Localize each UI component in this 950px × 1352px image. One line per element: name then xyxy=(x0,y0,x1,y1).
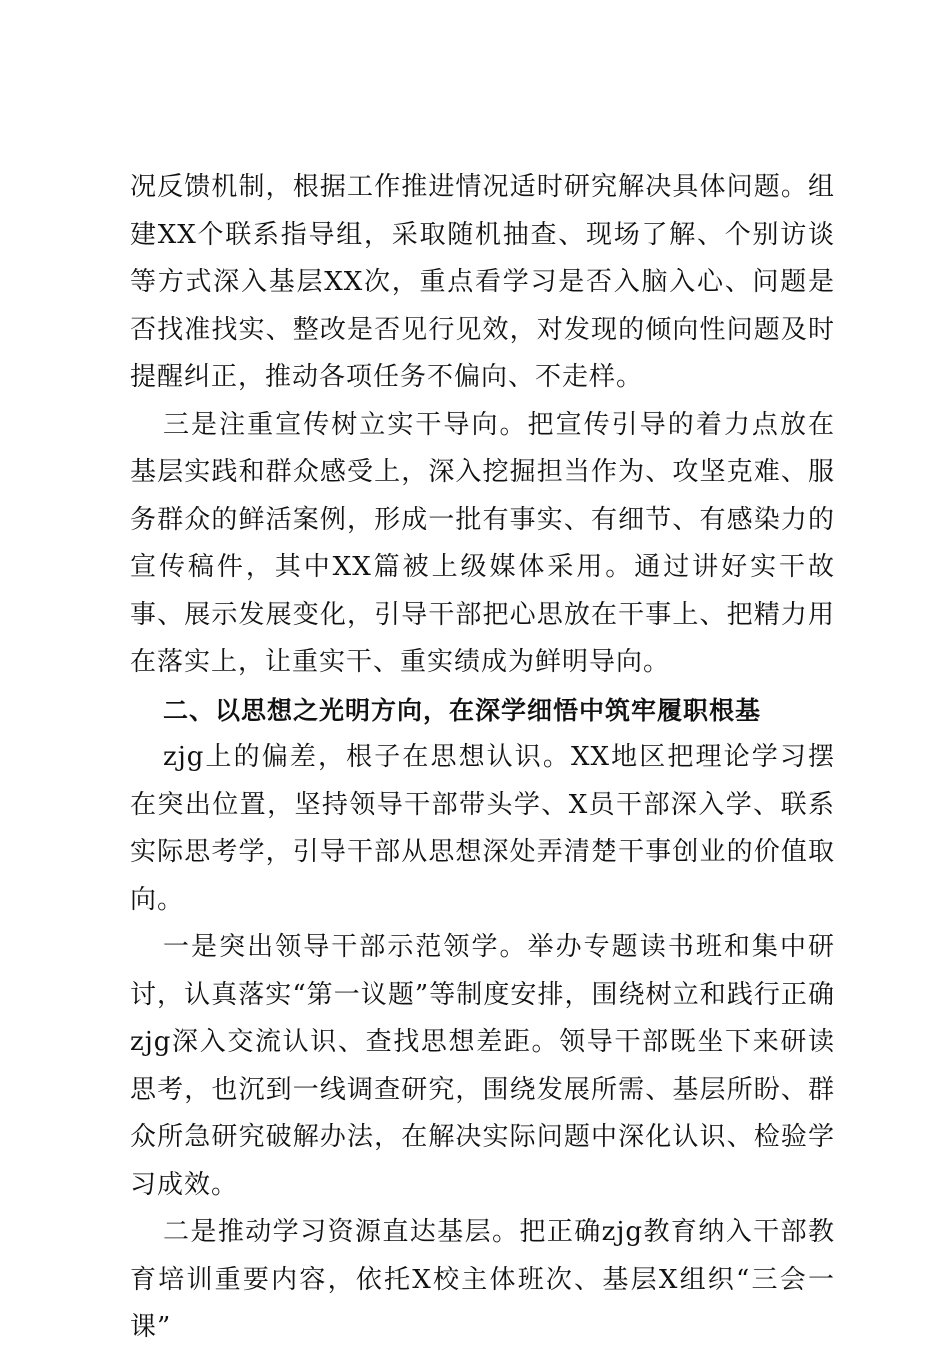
document-body xyxy=(130,164,835,1352)
paragraph-section-intro: zjg上的偏差，根子在思想认识。XX地区把理论学习摆在突出位置，坚持领导干部带头学、X员干部深入学、联系实际思考学，引导干部从思想深处弄清楚干事创业的价值取向。 xyxy=(130,742,835,915)
section-heading: 二、以思想之光明方向，在深学细悟中筑牢履职根基 xyxy=(163,695,762,725)
paragraph-publicity: 三是注重宣传树立实干导向。把宣传引导的着力点放在基层实践和群众感受上，深入挖掘担当作为、攻坚克难、服务群众的鲜活案例，形成一批有事实、有细节、有感染力的宣传稿件，其中XX篇被上级媒体采用。通过讲好实干故事、展示发展变化，引导干部把心思放在干事上、把精力用在落实上，让重实干、重实绩成为鲜明导向。 xyxy=(130,409,835,677)
paragraph-continuation: 况反馈机制，根据工作推进情况适时研究解决具体问题。组建XX个联系指导组，采取随机抽查、现场了解、个别访谈等方式深入基层XX次，重点看学习是否入脑入心、问题是否找准找实、整改是否见行见效，对发现的倾向性问题及时提醒纠正，推动各项任务不偏向、不走样。 xyxy=(130,172,835,392)
paragraph-learning-resources: 二是推动学习资源直达基层。把正确zjg教育纳入干部教育培训重要内容，依托X校主体班次、基层X组织“三会一课” xyxy=(130,1217,835,1342)
paragraph-leaders-study: 一是突出领导干部示范领学。举办专题读书班和集中研讨，认真落实“第一议题”等制度安排，围绕树立和践行正确zjg深入交流认识、查找思想差距。领导干部既坐下来研读思考，也沉到一线调查研究，围绕发展所需、基层所盼、群众所急研究破解办法，在解决实际问题中深化认识、检验学习成效。 xyxy=(130,932,835,1200)
